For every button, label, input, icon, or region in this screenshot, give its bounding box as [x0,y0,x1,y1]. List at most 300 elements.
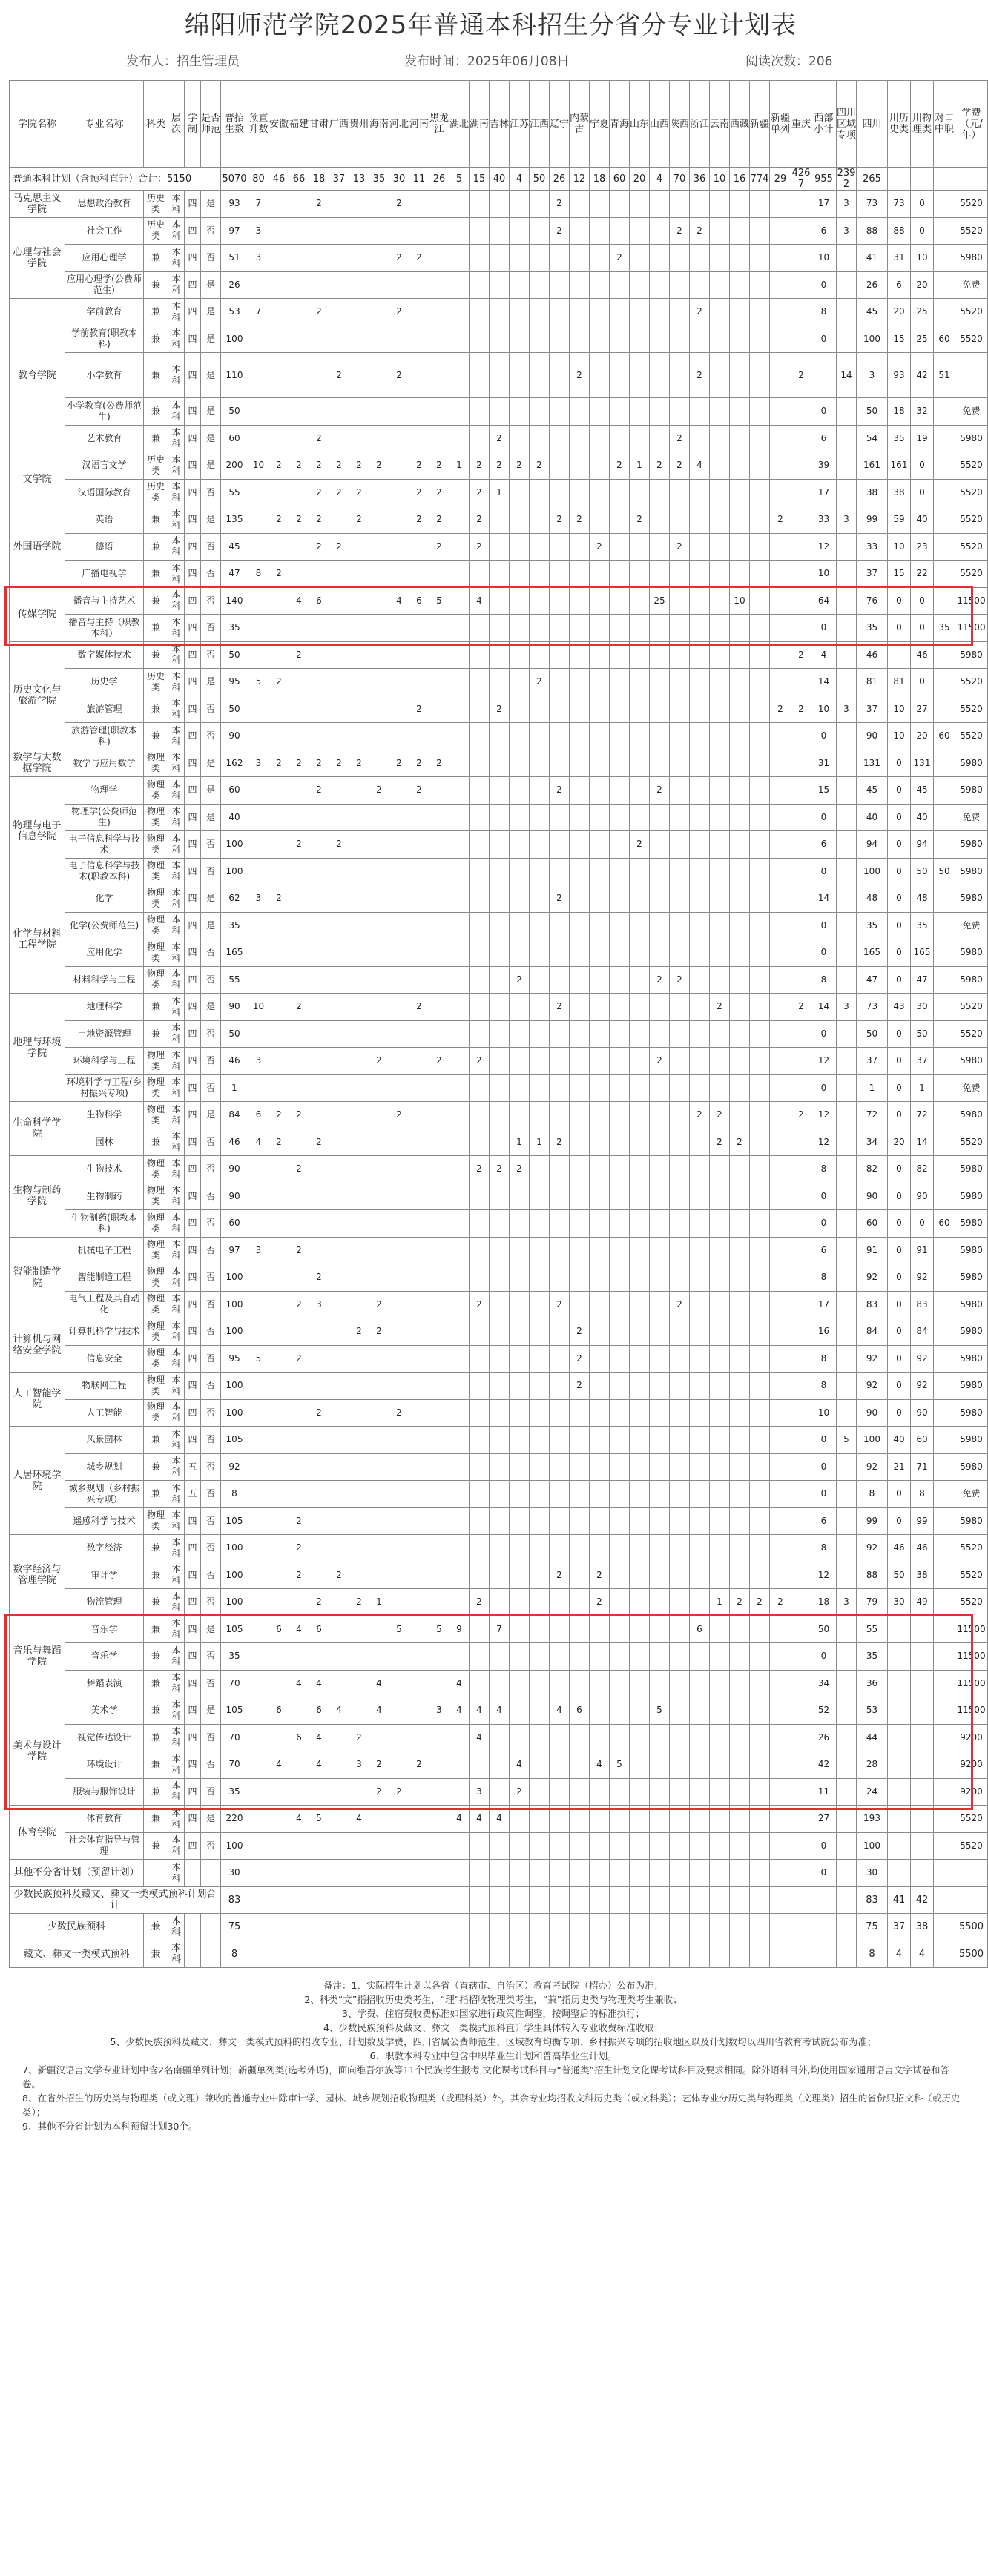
data-cell [934,1074,955,1102]
note-line: 4、少数民族预科及藏文、彝文一类模式预科直升学生具体转入专业收费标准收取； [323,2022,663,2033]
data-cell: 5980 [955,1210,988,1238]
data-cell [409,1156,429,1183]
data-cell [269,1589,289,1616]
data-cell: 0 [911,587,934,615]
data-cell: 否 [201,1589,221,1616]
footer-empty [710,1914,730,1941]
data-cell: 5 [837,1427,857,1454]
data-cell [349,1453,369,1481]
data-cell [329,191,349,218]
data-cell [409,217,429,245]
footer-empty [289,1941,309,1968]
data-cell: 90 [221,994,248,1021]
data-cell [329,245,349,272]
data-cell: 2 [670,452,690,480]
data-cell [289,425,309,452]
data-cell [429,398,449,426]
data-cell [934,1427,955,1454]
data-cell [470,425,490,452]
data-cell [510,1291,530,1318]
data-cell: 9200 [955,1778,988,1806]
data-cell: 84 [221,1102,248,1129]
column-header: 贵州 [349,81,369,168]
data-cell [369,561,389,588]
data-cell: 本科 [168,1778,185,1806]
summary-cell: 16 [730,168,750,191]
data-cell: 3 [248,245,269,272]
major-name-cell: 思想政治教育 [65,191,144,218]
data-cell: 40 [911,506,934,534]
data-cell: 否 [201,1507,221,1535]
footer-history: 37 [888,1914,911,1941]
data-cell: 88 [888,217,911,245]
data-cell [690,1507,710,1535]
data-cell [710,1074,730,1102]
data-cell [470,1183,490,1210]
data-cell [248,831,269,859]
data-cell: 200 [221,452,248,480]
summary-cell: 11 [409,168,429,191]
data-cell [750,1237,770,1264]
data-cell [429,1427,449,1454]
data-cell [248,533,269,561]
data-cell [490,326,510,353]
data-cell [911,1860,934,1887]
data-cell: 2 [329,1562,349,1589]
data-cell [570,1020,590,1048]
data-cell: 四 [185,1264,201,1292]
footer-empty [934,1886,955,1914]
column-header: 重庆 [791,81,811,168]
data-cell: 本科 [168,1453,185,1481]
data-cell: 1 [710,1589,730,1616]
data-cell [470,885,490,913]
data-cell [710,353,730,398]
data-cell [837,939,857,967]
data-cell [449,1074,470,1102]
data-cell: 60 [221,1210,248,1238]
data-cell: 本科 [168,885,185,913]
data-cell [730,533,750,561]
data-cell [770,1507,791,1535]
data-cell: 50 [221,398,248,426]
data-cell: 135 [221,506,248,534]
data-cell [570,1048,590,1075]
data-cell [409,533,429,561]
data-cell [409,885,429,913]
data-cell [791,939,811,967]
data-cell [934,777,955,805]
data-cell: 四 [185,245,201,272]
footer-empty [530,1886,550,1914]
table-row [10,750,988,777]
data-cell: 四 [185,696,201,723]
data-cell: 2 [369,1291,389,1318]
data-cell [670,191,690,218]
data-cell: 否 [201,1373,221,1400]
data-cell [449,353,470,398]
data-cell: 本科 [168,1048,185,1075]
data-cell: 4 [490,1806,510,1833]
data-cell [690,1210,710,1238]
footer-pu: 8 [221,1941,248,1968]
data-cell [409,939,429,967]
data-cell [550,1589,570,1616]
data-cell: 四 [185,966,201,994]
data-cell: 105 [221,1427,248,1454]
data-cell [630,1345,650,1373]
table-row [10,912,988,939]
data-cell [248,326,269,353]
data-cell [409,398,429,426]
footer-empty [470,1941,490,1968]
data-cell: 53 [857,1697,888,1725]
data-cell: 本科 [168,506,185,534]
major-name-cell: 小学教育 [65,353,144,398]
data-cell [269,1264,289,1292]
data-cell [449,299,470,326]
column-header: 湖南 [470,81,490,168]
data-cell: 5980 [955,1427,988,1454]
data-cell [570,1210,590,1238]
data-cell [670,831,690,859]
data-cell: 四 [185,1318,201,1346]
data-cell [750,1373,770,1400]
data-cell [730,831,750,859]
data-cell: 17 [811,1291,837,1318]
data-cell: 2 [369,1048,389,1075]
data-cell: 2 [309,1264,329,1292]
data-cell [470,326,490,353]
data-cell [329,271,349,299]
data-cell [690,326,710,353]
data-cell: 105 [221,1697,248,1725]
data-cell [248,1860,269,1887]
data-cell [710,1535,730,1562]
data-cell [610,191,630,218]
data-cell [269,1183,289,1210]
data-cell [791,912,811,939]
data-cell: 35 [857,615,888,642]
data-cell [650,1453,670,1481]
summary-cell: 20 [630,168,650,191]
data-cell [369,353,389,398]
data-cell: 免费 [955,804,988,831]
data-cell [770,1427,791,1454]
data-cell: 11500 [955,1697,988,1725]
data-cell [710,696,730,723]
data-cell: 否 [201,1074,221,1102]
data-cell [690,966,710,994]
data-cell [770,831,791,859]
table-row [10,299,988,326]
table-row [10,1264,988,1292]
data-cell [470,1427,490,1454]
data-cell [369,939,389,967]
data-cell [389,777,409,805]
data-cell: 本科 [168,1210,185,1238]
data-cell: 历史类 [144,191,168,218]
data-cell: 是 [201,1102,221,1129]
data-cell: 5520 [955,1129,988,1156]
data-cell [369,696,389,723]
data-cell [934,1562,955,1589]
data-cell [309,1074,329,1102]
data-cell: 55 [221,966,248,994]
data-cell [490,912,510,939]
major-name-cell: 审计学 [65,1562,144,1589]
data-cell: 是 [201,1806,221,1833]
data-cell [590,1129,610,1156]
data-cell [934,1453,955,1481]
data-cell [590,245,610,272]
data-cell [770,1129,791,1156]
data-cell [710,1237,730,1264]
data-cell [409,1399,429,1427]
data-cell [630,191,650,218]
data-cell [349,1129,369,1156]
data-cell [934,1345,955,1373]
data-cell [389,479,409,506]
data-cell [610,506,630,534]
data-cell [590,831,610,859]
data-cell [590,696,610,723]
data-cell: 兼 [144,398,168,426]
data-cell [610,1291,630,1318]
data-cell: 20 [911,723,934,750]
data-cell [590,479,610,506]
data-cell [630,1481,650,1508]
major-name-cell: 艺术教育 [65,425,144,452]
data-cell [369,1535,389,1562]
data-cell [590,1481,610,1508]
data-cell [710,1507,730,1535]
data-cell: 43 [888,994,911,1021]
data-cell [429,1832,449,1860]
data-cell [289,1264,309,1292]
data-cell [510,245,530,272]
data-cell: 物理类 [144,750,168,777]
data-cell [570,858,590,885]
data-cell: 2 [429,750,449,777]
data-cell: 2 [550,885,570,913]
data-cell [730,326,750,353]
data-cell [791,1507,811,1535]
data-cell: 否 [201,1535,221,1562]
data-cell [670,804,690,831]
data-cell [510,994,530,1021]
data-cell [750,669,770,696]
data-cell: 70 [221,1724,248,1751]
data-cell [248,425,269,452]
college-name-cell: 文学院 [10,452,65,506]
column-header: 西藏 [730,81,750,168]
data-cell: 0 [888,939,911,967]
data-cell [630,1832,650,1860]
column-header: 学制 [185,81,201,168]
data-cell: 1 [510,1129,530,1156]
data-cell [369,1345,389,1373]
data-cell [349,1860,369,1887]
data-cell: 5980 [955,858,988,885]
data-cell [369,299,389,326]
note-line: 8、在省外招生的历史类与物理类（或文理）兼收的普通专业中除审计学、园林、城乡规划招收物理类（或理科类）外，其余专业均招收文科历史类（或文科类）；艺体专业分历史类与物理类（文理类）招生的省份只招文科（或历史类）； [22,2093,961,2118]
data-cell: 50 [811,1616,837,1643]
data-cell [590,1453,610,1481]
data-cell [429,1562,449,1589]
data-cell: 92 [911,1373,934,1400]
data-cell: 165 [221,939,248,967]
data-cell [409,1020,429,1048]
data-cell [329,1535,349,1562]
data-cell: 0 [811,271,837,299]
data-cell [770,1318,791,1346]
data-cell: 0 [888,1237,911,1264]
data-cell [630,966,650,994]
data-cell [710,804,730,831]
data-cell [690,506,710,534]
data-cell [550,326,570,353]
data-cell [837,326,857,353]
data-cell: 本科 [168,353,185,398]
data-cell [470,1210,490,1238]
data-cell [837,561,857,588]
data-cell [429,217,449,245]
footer-empty [449,1886,470,1914]
data-cell [710,1427,730,1454]
data-cell: 90 [221,723,248,750]
data-cell [630,994,650,1021]
data-cell: 四 [185,777,201,805]
data-cell [934,1020,955,1048]
data-cell [837,1183,857,1210]
data-cell [791,1399,811,1427]
data-cell [248,966,269,994]
footer-empty [934,1941,955,1968]
data-cell [934,696,955,723]
data-cell: 7 [248,299,269,326]
data-cell [550,939,570,967]
data-cell: 81 [857,669,888,696]
data-cell [630,533,650,561]
data-cell: 53 [221,299,248,326]
data-cell: 2 [349,1724,369,1751]
data-cell: 88 [857,217,888,245]
data-cell [429,669,449,696]
data-cell: 本科 [168,669,185,696]
table-row [10,1589,988,1616]
table-row [10,425,988,452]
data-cell [650,271,670,299]
data-cell [329,1237,349,1264]
data-cell [730,1507,750,1535]
major-name-cell: 人工智能 [65,1399,144,1427]
column-header: 云南 [710,81,730,168]
column-header: 海南 [369,81,389,168]
data-cell [269,1237,289,1264]
data-cell: 兼 [144,1453,168,1481]
data-cell [630,669,650,696]
data-cell: 本科 [168,1724,185,1751]
data-cell [630,750,650,777]
data-cell: 否 [201,245,221,272]
footer-empty [770,1941,791,1968]
data-cell: 2 [309,533,329,561]
data-cell [144,1860,168,1887]
data-cell [770,1373,791,1400]
footer-empty [389,1886,409,1914]
data-cell [670,1210,690,1238]
data-cell: 26 [811,1724,837,1751]
column-header: 内蒙古 [570,81,590,168]
data-cell: 1 [911,1074,934,1102]
data-cell [934,1399,955,1427]
data-cell: 5980 [955,1291,988,1318]
data-cell [449,858,470,885]
data-cell [349,994,369,1021]
data-cell [289,191,309,218]
data-cell [750,1048,770,1075]
data-cell [570,191,590,218]
data-cell [730,1453,750,1481]
data-cell: 5980 [955,1183,988,1210]
data-cell [289,353,309,398]
data-cell [791,1373,811,1400]
data-cell [248,1156,269,1183]
data-cell [770,1156,791,1183]
data-cell: 4 [470,1724,490,1751]
data-cell: 0 [888,1102,911,1129]
data-cell [349,398,369,426]
data-cell [429,1183,449,1210]
data-cell: 0 [811,858,837,885]
data-cell [670,912,690,939]
column-header: 河南 [409,81,429,168]
data-cell: 10 [888,723,911,750]
data-cell: 四 [185,1074,201,1102]
data-cell [610,1345,630,1373]
data-cell [610,1562,630,1589]
data-cell [389,561,409,588]
data-cell [670,1102,690,1129]
data-cell [610,398,630,426]
data-cell [389,1074,409,1102]
data-cell [309,1345,329,1373]
data-cell: 5520 [955,669,988,696]
data-cell [770,1183,791,1210]
data-cell [449,1373,470,1400]
data-cell [934,1589,955,1616]
data-cell [791,479,811,506]
data-cell: 本科 [168,1697,185,1725]
data-cell: 5980 [955,1102,988,1129]
data-cell: 2 [409,994,429,1021]
data-cell: 2 [610,245,630,272]
data-cell: 1 [630,452,650,480]
data-cell: 49 [911,1589,934,1616]
data-cell: 3 [248,1048,269,1075]
footer-empty [770,1914,791,1941]
data-cell: 5980 [955,1399,988,1427]
data-cell [837,1453,857,1481]
data-cell [248,939,269,967]
data-cell [349,804,369,831]
data-cell: 10 [888,696,911,723]
data-cell: 36 [857,1670,888,1697]
data-cell [550,1156,570,1183]
data-cell: 四 [185,326,201,353]
data-cell: 四 [185,353,201,398]
